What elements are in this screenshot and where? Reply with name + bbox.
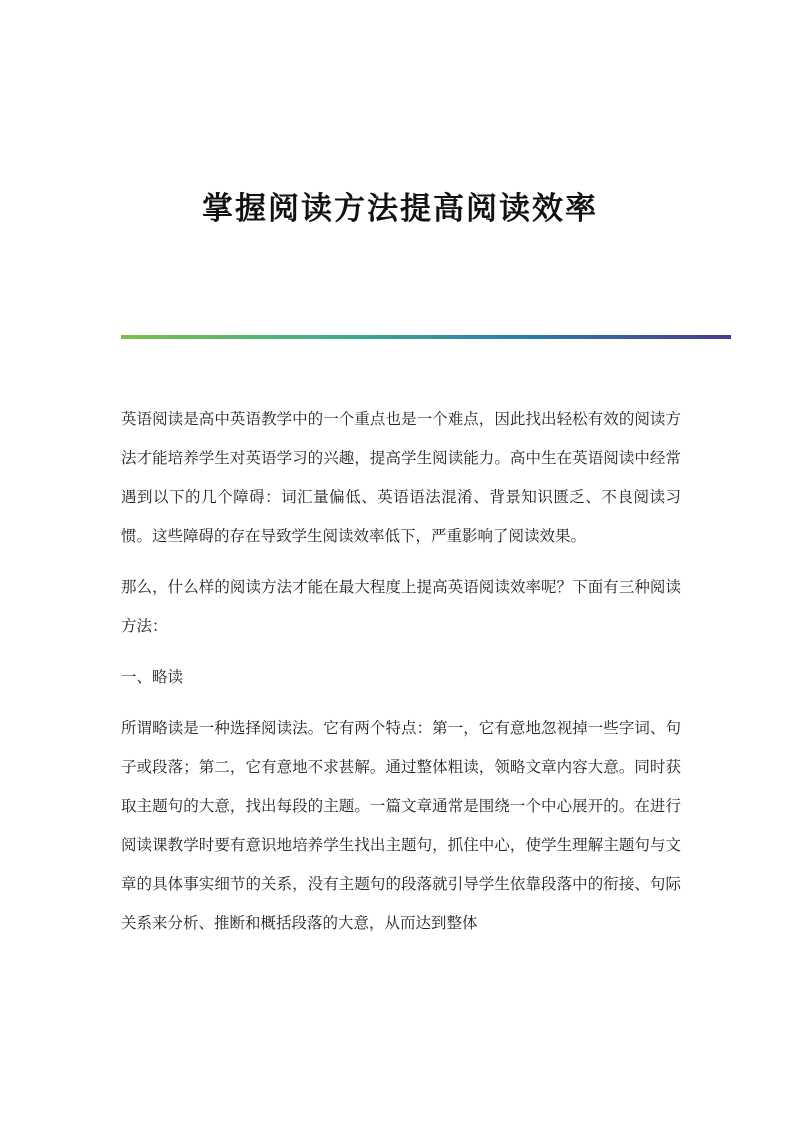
paragraph-question: 那么，什么样的阅读方法才能在最大程度上提高英语阅读效率呢？下面有三种阅读方法： xyxy=(121,578,681,635)
section-heading-skimming: 一、略读 xyxy=(121,668,184,686)
document-body xyxy=(121,400,681,955)
gradient-divider xyxy=(121,335,731,339)
document-title: 掌握阅读方法提高阅读效率 xyxy=(202,191,598,227)
paragraph-skimming: 所谓略读是一种选择阅读法。它有两个特点：第一，它有意地忽视掉一些字词、句子或段落；第二，它有意地不求甚解。通过整体粗读，领略文章内容大意。同时获取主题句的大意，找出每段的主题。一篇文章通常是围绕一个中心展开的。在进行阅读课教学时要有意识地培养学生找出主题句，抓住中心，使学生理解主题句与文章的具体事实细节的关系，没有主题句的段落就引导学生依靠段落中的衔接、句际关系来分析、推断和概括段落的大意，从而达到整体 xyxy=(121,719,681,932)
paragraph-intro: 英语阅读是高中英语教学中的一个重点也是一个难点，因此找出轻松有效的阅读方法才能培养学生对英语学习的兴趣，提高学生阅读能力。高中生在英语阅读中经常遇到以下的几个障碍：词汇量偏低、英语语法混淆、背景知识匮乏、不良阅读习惯。这些障碍的存在导致学生阅读效率低下，严重影响了阅读效果。 xyxy=(121,410,681,545)
